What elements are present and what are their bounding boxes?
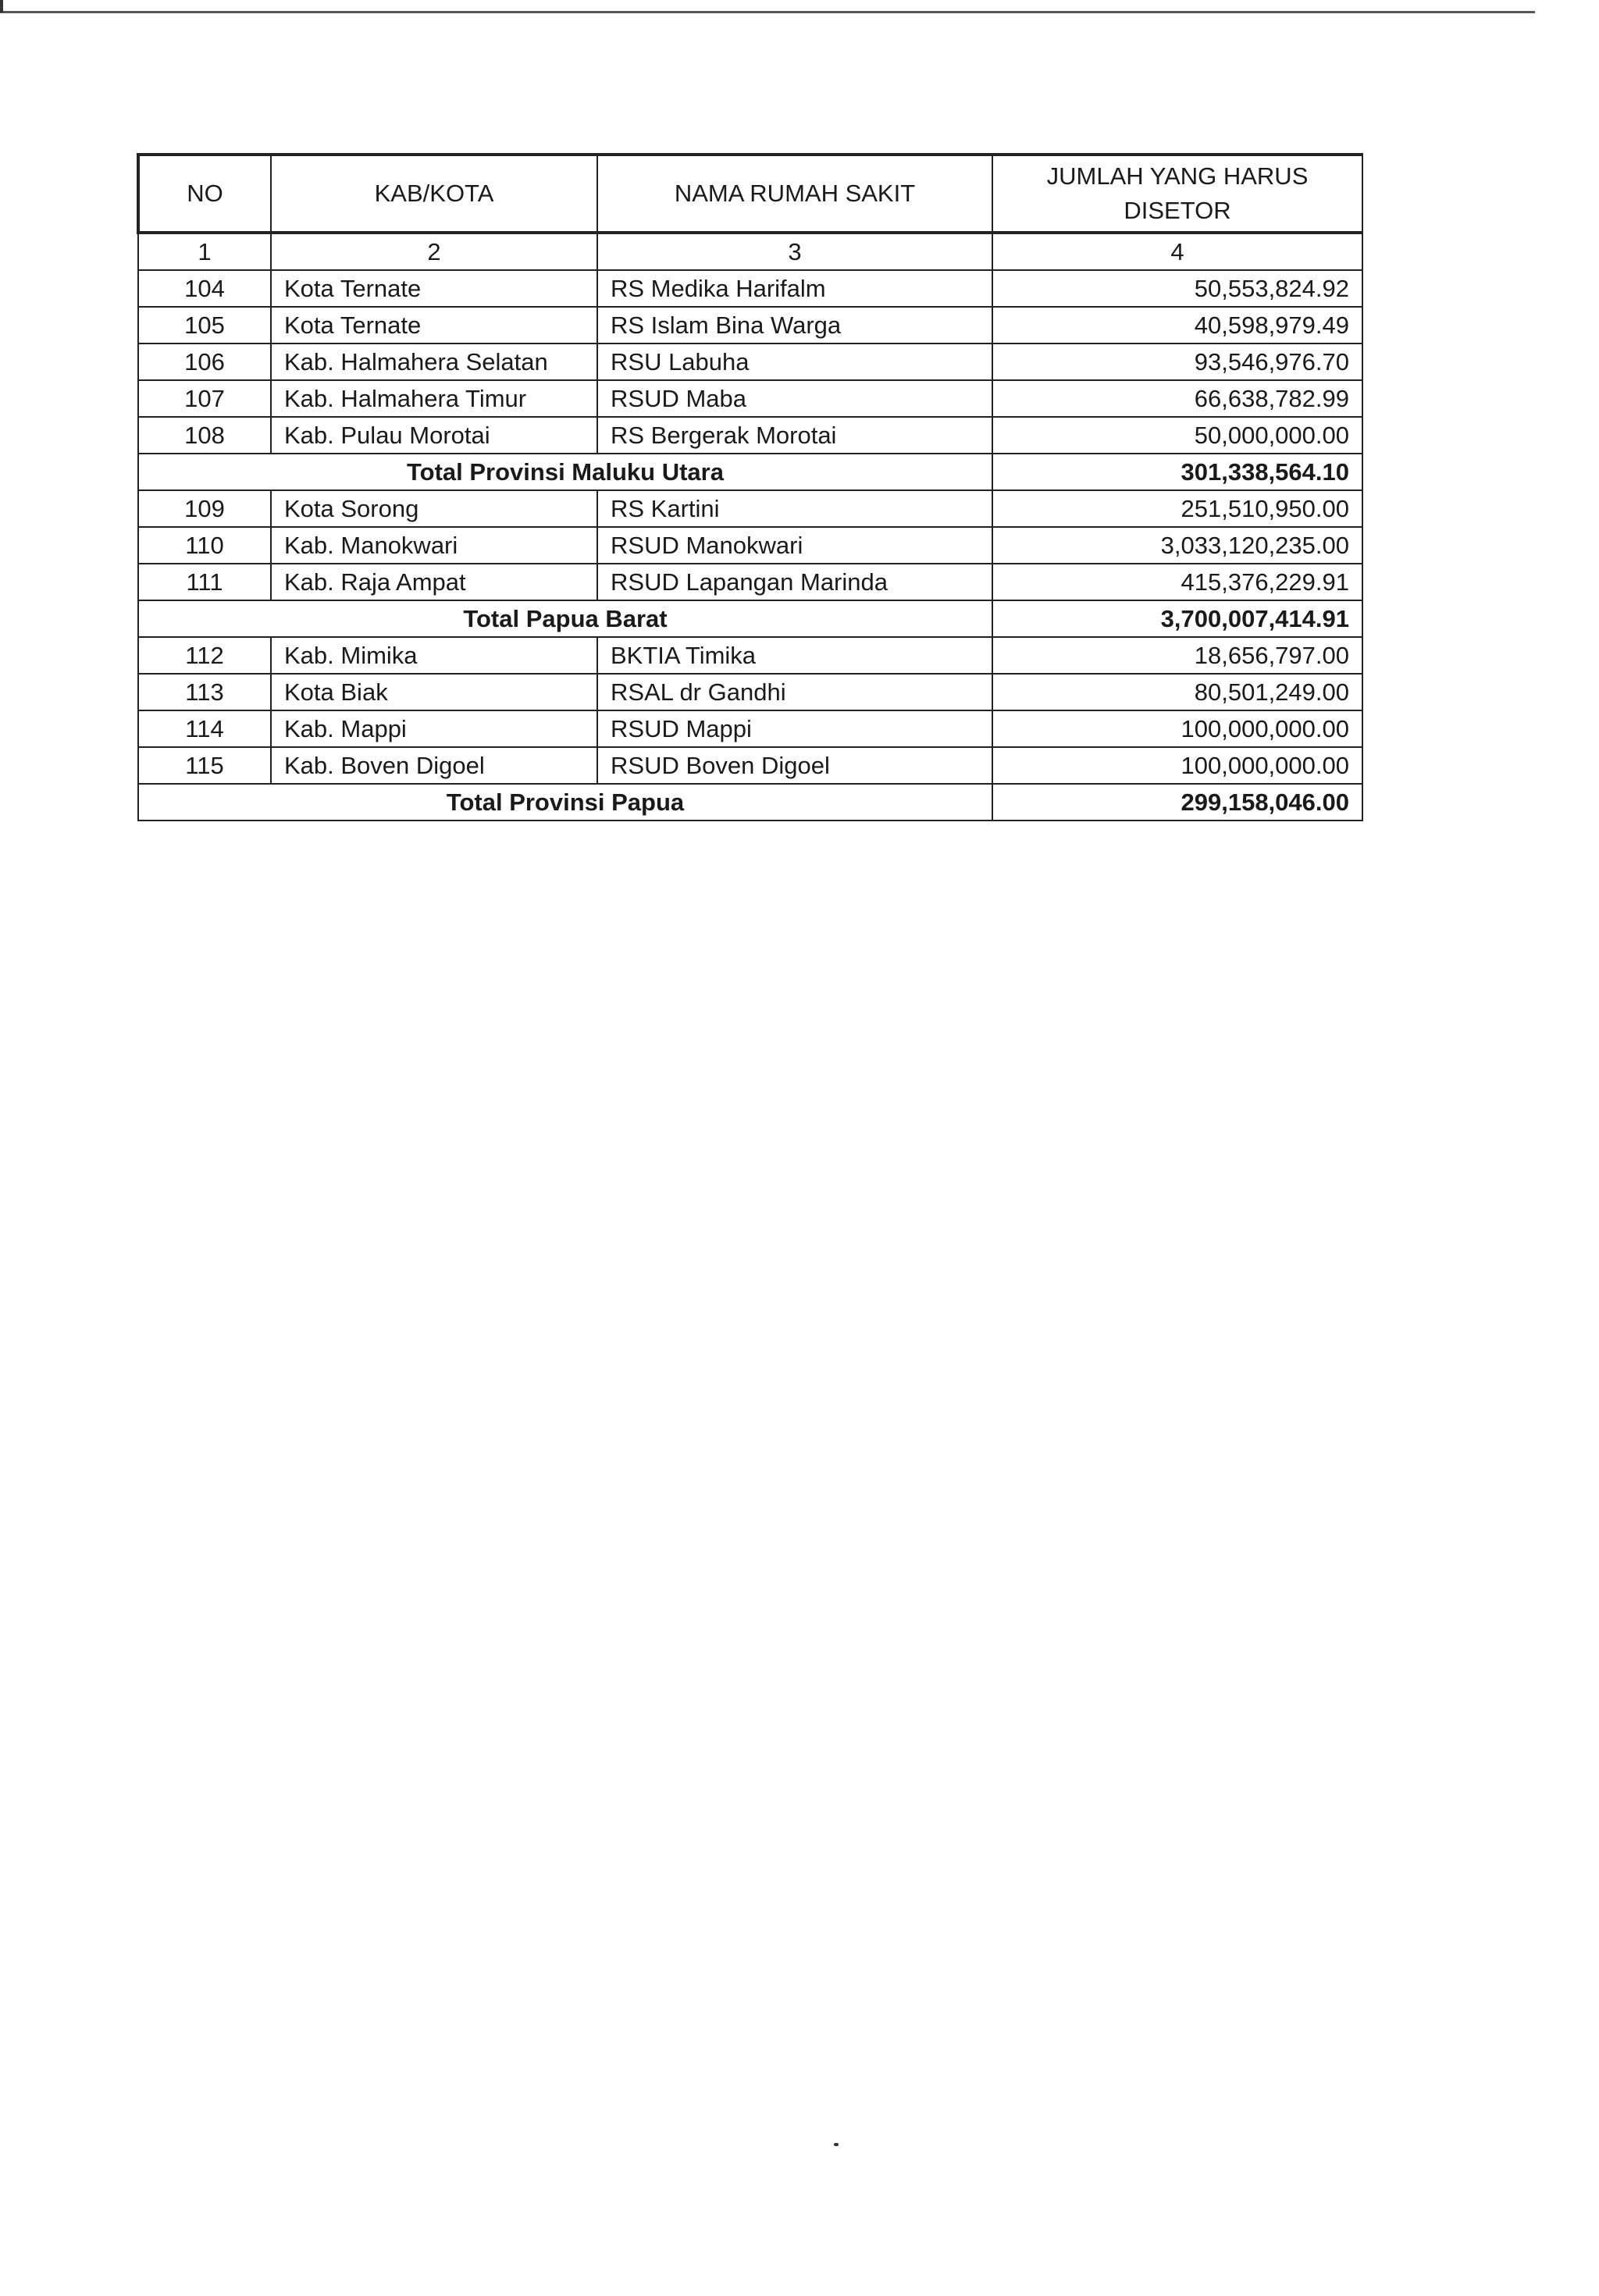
table-body [138, 270, 1362, 821]
cell-jumlah: 80,501,249.00 [992, 674, 1362, 710]
cell-jumlah: 100,000,000.00 [992, 710, 1362, 747]
cell-rumah-sakit: RSUD Maba [597, 380, 992, 417]
table-row [138, 674, 1362, 710]
total-amount: 3,700,007,414.91 [992, 600, 1362, 637]
cell-no: 112 [138, 637, 271, 674]
cell-jumlah: 50,553,824.92 [992, 270, 1362, 307]
cell-rumah-sakit: RSAL dr Gandhi [597, 674, 992, 710]
cell-rumah-sakit: RS Bergerak Morotai [597, 417, 992, 454]
header-kab-kota: KAB/KOTA [271, 155, 597, 233]
header-nama-rumah-sakit: NAMA RUMAH SAKIT [597, 155, 992, 233]
cell-no: 111 [138, 564, 271, 600]
cell-no: 109 [138, 490, 271, 527]
table-row [138, 564, 1362, 600]
table-row [138, 710, 1362, 747]
column-number: 1 [138, 233, 271, 270]
table-row [138, 270, 1362, 307]
table-row [138, 307, 1362, 344]
cell-kab-kota: Kab. Mimika [271, 637, 597, 674]
scan-edge-corner [0, 0, 3, 12]
deposit-table-container [137, 153, 1361, 821]
cell-kab-kota: Kab. Raja Ampat [271, 564, 597, 600]
cell-no: 107 [138, 380, 271, 417]
cell-jumlah: 3,033,120,235.00 [992, 527, 1362, 564]
cell-kab-kota: Kab. Halmahera Selatan [271, 344, 597, 380]
cell-kab-kota: Kota Ternate [271, 307, 597, 344]
total-label: Total Provinsi Maluku Utara [138, 454, 992, 490]
cell-rumah-sakit: RSUD Lapangan Marinda [597, 564, 992, 600]
table-row [138, 747, 1362, 784]
total-amount: 299,158,046.00 [992, 784, 1362, 821]
deposit-table [137, 153, 1363, 821]
cell-no: 108 [138, 417, 271, 454]
table-header-row [138, 155, 1362, 233]
column-number: 4 [992, 233, 1362, 270]
cell-kab-kota: Kab. Pulau Morotai [271, 417, 597, 454]
cell-rumah-sakit: RSUD Mappi [597, 710, 992, 747]
column-number-row [138, 233, 1362, 270]
table-row [138, 637, 1362, 674]
column-number: 3 [597, 233, 992, 270]
cell-rumah-sakit: RS Kartini [597, 490, 992, 527]
cell-jumlah: 66,638,782.99 [992, 380, 1362, 417]
total-row [138, 454, 1362, 490]
cell-no: 104 [138, 270, 271, 307]
cell-kab-kota: Kab. Mappi [271, 710, 597, 747]
cell-jumlah: 251,510,950.00 [992, 490, 1362, 527]
total-label: Total Papua Barat [138, 600, 992, 637]
cell-rumah-sakit: RS Islam Bina Warga [597, 307, 992, 344]
header-jumlah: JUMLAH YANG HARUS DISETOR [992, 155, 1362, 233]
cell-kab-kota: Kota Ternate [271, 270, 597, 307]
cell-rumah-sakit: RSUD Boven Digoel [597, 747, 992, 784]
table-row [138, 527, 1362, 564]
cell-jumlah: 100,000,000.00 [992, 747, 1362, 784]
total-row [138, 600, 1362, 637]
cell-no: 105 [138, 307, 271, 344]
cell-no: 115 [138, 747, 271, 784]
cell-kab-kota: Kota Biak [271, 674, 597, 710]
scan-speck [834, 2143, 839, 2146]
cell-kab-kota: Kab. Halmahera Timur [271, 380, 597, 417]
cell-rumah-sakit: RS Medika Harifalm [597, 270, 992, 307]
cell-jumlah: 18,656,797.00 [992, 637, 1362, 674]
cell-no: 113 [138, 674, 271, 710]
cell-jumlah: 50,000,000.00 [992, 417, 1362, 454]
cell-jumlah: 93,546,976.70 [992, 344, 1362, 380]
cell-kab-kota: Kab. Boven Digoel [271, 747, 597, 784]
cell-no: 114 [138, 710, 271, 747]
cell-no: 110 [138, 527, 271, 564]
cell-rumah-sakit: BKTIA Timika [597, 637, 992, 674]
cell-kab-kota: Kab. Manokwari [271, 527, 597, 564]
cell-jumlah: 415,376,229.91 [992, 564, 1362, 600]
cell-jumlah: 40,598,979.49 [992, 307, 1362, 344]
cell-kab-kota: Kota Sorong [271, 490, 597, 527]
column-number: 2 [271, 233, 597, 270]
cell-no: 106 [138, 344, 271, 380]
table-row [138, 380, 1362, 417]
header-no: NO [138, 155, 271, 233]
total-label: Total Provinsi Papua [138, 784, 992, 821]
total-row [138, 784, 1362, 821]
scan-edge-line [0, 11, 1535, 13]
total-amount: 301,338,564.10 [992, 454, 1362, 490]
cell-rumah-sakit: RSUD Manokwari [597, 527, 992, 564]
table-row [138, 344, 1362, 380]
table-row [138, 490, 1362, 527]
table-row [138, 417, 1362, 454]
cell-rumah-sakit: RSU Labuha [597, 344, 992, 380]
